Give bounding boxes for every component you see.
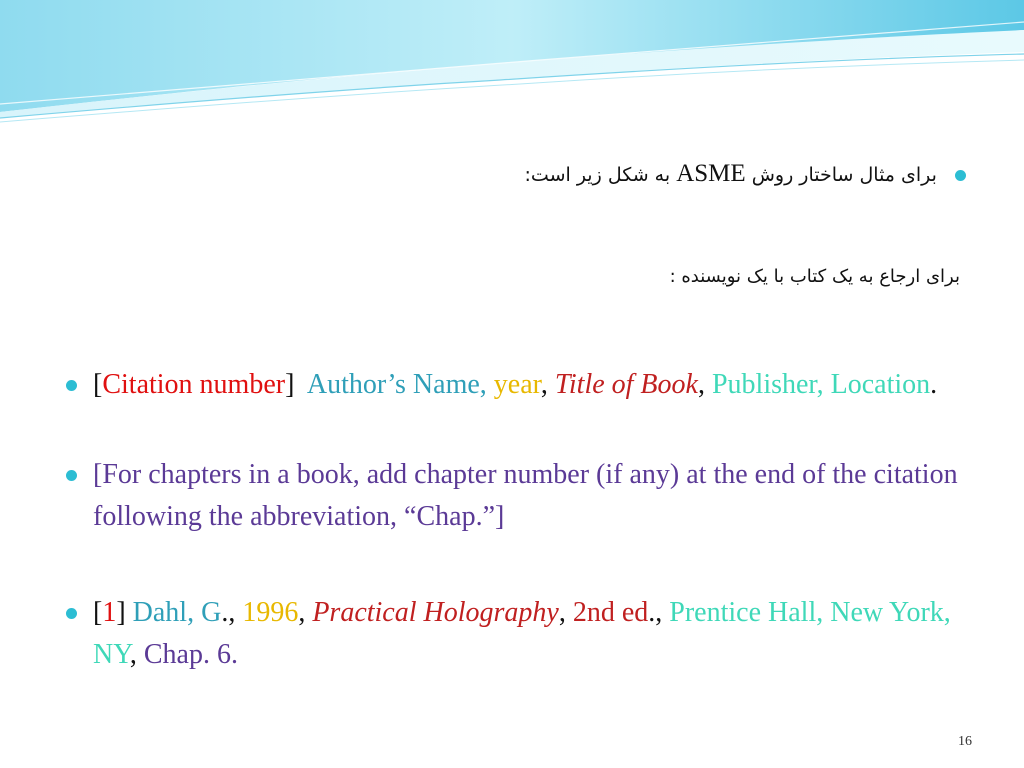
year-label: year <box>493 369 541 400</box>
book-title: Practical Holography <box>312 597 559 628</box>
separator: ., <box>221 597 236 628</box>
author-name: Dahl, G <box>132 597 222 628</box>
publisher: Prentice Hall, New York, NY <box>93 597 951 670</box>
citation-number-label: Citation number <box>102 369 286 400</box>
page-number: 16 <box>958 734 972 749</box>
citation-format-entry <box>66 364 966 406</box>
bullet-icon <box>66 380 77 391</box>
close-bracket: ] <box>285 369 295 400</box>
edition: 2nd ed <box>572 597 649 628</box>
open-bracket: [ <box>93 597 103 628</box>
chapter: Chap. 6. <box>143 639 238 670</box>
comma: , <box>540 369 548 400</box>
year: 1996 <box>242 597 299 628</box>
comma: , <box>129 639 137 670</box>
header-wave-decoration <box>0 0 1024 130</box>
publisher-label: Publisher, Location <box>711 369 931 400</box>
rtl-bullet-line <box>525 160 966 188</box>
comma: , <box>697 369 705 400</box>
rtl-text-before: برای مثال ساختار روش <box>751 164 937 186</box>
comma: , <box>558 597 566 628</box>
title-label: Title of Book <box>554 369 698 400</box>
bullet-icon <box>955 170 966 181</box>
bullet-icon <box>66 608 77 619</box>
chapter-note-text: [For chapters in a book, add chapter number (if any) at the end of the citation following the abbreviation, “Chap.”] <box>93 459 958 532</box>
close-bracket: ] <box>116 597 126 628</box>
bullet-icon <box>66 470 77 481</box>
citation-example-entry <box>66 592 966 676</box>
asme-label: ASME <box>676 160 746 187</box>
comma: , <box>298 597 306 628</box>
citation-number: 1 <box>102 597 117 628</box>
author-label: Author’s Name, <box>306 369 487 400</box>
rtl-text-after: به شکل زیر است: <box>524 164 671 186</box>
open-bracket: [ <box>93 369 103 400</box>
separator: ., <box>648 597 663 628</box>
rtl-subtitle-line: برای ارجاع به یک کتاب با یک نویسنده : <box>669 266 960 287</box>
period: . <box>930 369 938 400</box>
chapter-note-entry <box>66 454 966 538</box>
